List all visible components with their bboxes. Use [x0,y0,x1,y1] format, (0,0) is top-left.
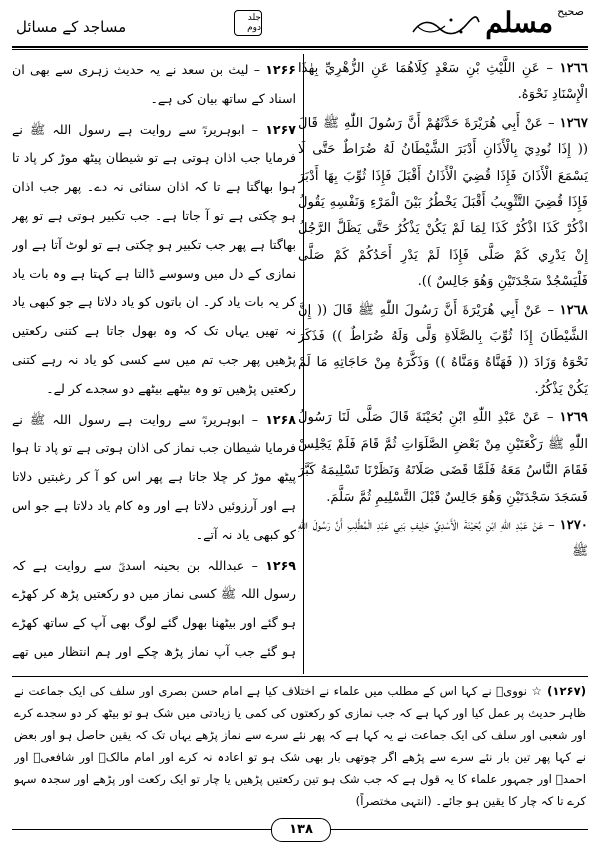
book-title: مسلم [485,6,554,39]
hadith-arabic: ١٢٦٧ – عَنْ أَبِي هُرَيْرَةَ حَدَّثَهُمْ أَنَّ رَسُولَ اللّٰهِ ﷺ قَالَ (( إِذَا نُودِيَ بِالْأَذَانِ أَدْبَرَ الشَّيْطَانُ لَهُ ضُرَاطٌ حَتَّى لَا يَسْمَعَ الْأَذَانَ فَإِذَا قُضِيَ الْأَذَانُ أَقْبَلَ فَإِذَا ثُوِّبَ بِهَا أَدْبَرَ فَإِذَا قُضِيَ التَّثْوِيبُ أَقْبَلَ يَخْطُرُ بَيْنَ الْمَرْءِ وَنَفْسِهِ يَقُولُ اذْكُرْ كَذَا اذْكُرْ كَذَا لِمَا لَمْ يَكُنْ يَذْكُرُ حَتَّى يَظَلَّ الرَّجُلُ إِنْ يَدْرِي كَمْ صَلَّى فَإِذَا لَمْ يَدْرِ أَحَدُكُمْ كَمْ صَلَّى فَلْيَسْجُدْ سَجْدَتَيْنِ وَهُوَ جَالِسٌ )). [298,115,588,290]
arabic-text-column [298,56,588,670]
footnote-rule [12,676,588,677]
footnote-tail: (انتہی مختصراً) [355,794,432,808]
hadith-number: ۱۲۶۹ [265,557,296,573]
header-rule-thin [12,49,588,50]
page-number: ۱۳۸ [271,818,331,842]
hadith-translation: لیث بن سعد نے یہ حدیث زہری سے بھی ان اسناد کے ساتھ بیان کی ہے۔ [12,62,296,106]
hadith-arabic: ١٢٧٠ – عَنْ عَبْدِ اللّٰهِ ابْنِ بُحَيْنَةَ الْأَسْدِيِّ حَلِيفِ بَنِي عَبْدِ الْمُطَّلِبِ أَنَّ رَسُولَ اللّٰهِ ﷺ [298,517,588,560]
hadith-text: عَنْ أَبِي هُرَيْرَةَ حَدَّثَهُمْ أَنَّ رَسُولَ اللّٰهِ ﷺ قَالَ (( إِذَا نُودِيَ بِالْأَذَانِ أَدْبَرَ الشَّيْطَانُ لَهُ ضُرَاطٌ حَتَّى لَا يَسْمَعَ الْأَذَانَ فَإِذَا قُضِيَ الْأَذَانُ أَقْبَلَ فَإِذَا ثُوِّبَ بِهَا أَدْبَرَ فَإِذَا قُضِيَ التَّثْوِيبُ أَقْبَلَ يَخْطُرُ بَيْنَ الْمَرْءِ وَنَفْسِهِ يَقُولُ اذْكُرْ كَذَا اذْكُرْ كَذَا لِمَا لَمْ يَكُنْ يَذْكُرُ حَتَّى يَظَلَّ الرَّجُلُ إِنْ يَدْرِي كَمْ صَلَّى فَإِذَا لَمْ يَدْرِ أَحَدُكُمْ كَمْ صَلَّى فَلْيَسْجُدْ سَجْدَتَيْنِ وَهُوَ جَالِسٌ )). [298,115,588,290]
header-rule [12,46,588,48]
hadith-number: ۱۲۶۸ [265,411,296,427]
hadith-translation: ابوہریرہؓ سے روایت ہے رسول اللہ ﷺ نے فرمایا شیطان جب نماز کی اذان ہوتی ہے تو پاد تا ہوا پیٹھ موڑ کر چلا جاتا ہے پھر اس کو آ کر رغبتیں دلاتا ہے اور آرزوئیں دلاتا ہے اور وہ کام یاد دلاتا ہے جو اس کو کبھی یاد نہ آتے۔ [12,411,296,542]
hadith-arabic: ١٢٦٦ – عَنِ اللَّيْثِ بْنِ سَعْدٍ كِلَاهُمَا عَنِ الزُّهْرِيِّ بِهٰذَا الْإِسْنَادِ نَحْوَهُ. [298,61,588,103]
hadith-arabic: ١٢٦٩ – عَنْ عَبْدِ اللّٰهِ ابْنِ بُحَيْنَةَ قَالَ صَلَّى لَنَا رَسُولُ اللّٰهِ ﷺ رَكْعَتَيْنِ مِنْ بَعْضِ الصَّلَوَاتِ ثُمَّ قَامَ فَلَمْ يَجْلِسْ فَقَامَ النَّاسُ مَعَهُ فَلَمَّا قَضَى صَلَاتَهُ وَنَظَرْنَا تَسْلِيمَهُ كَبَّرَ فَسَجَدَ سَجْدَتَيْنِ وَهُوَ جَالِسٌ قَبْلَ التَّسْلِيمِ ثُمَّ سَلَّمَ. [298,410,588,505]
hadith-number: ۱۲۶۷ [265,121,296,137]
urdu-translation-column [12,56,296,670]
hadith-text: عَنْ عَبْدِ اللّٰهِ ابْنِ بُحَيْنَةَ الْأَسْدِيِّ حَلِيفِ بَنِي عَبْدِ الْمُطَّلِبِ أَنَّ رَسُولَ اللّٰهِ ﷺ [298,517,588,560]
hadith-text: عَنِ اللَّيْثِ بْنِ سَعْدٍ كِلَاهُمَا عَنِ الزُّهْرِيِّ بِهٰذَا الْإِسْنَادِ نَحْوَهُ. [298,61,588,103]
chapter-title: مساجد کے مسائل [16,18,127,36]
hadith-number: ١٢٦٧ [559,115,588,131]
hadith-number: ١٢٦٨ [559,302,588,318]
hadith-arabic: ١٢٦٨ – عَنْ أَبِي هُرَيْرَةَ أَنَّ رَسُولَ اللّٰهِ ﷺ قَالَ (( إِنَّ الشَّيْطَانَ إِذَا ثُوِّبَ بِالصَّلَاةِ وَلَّى وَلَهُ ضُرَاطٌ )) فَذَكَرَ نَحْوَهُ وَزَادَ (( فَهَنَّاهُ وَمَنَّاهُ )) وَذَكَّرَهُ مِنْ حَاجَاتِهِ مَا لَمْ يَكُنْ يَذْكُرُ. [298,302,588,397]
hadith-text: عَنْ أَبِي هُرَيْرَةَ أَنَّ رَسُولَ اللّٰهِ ﷺ قَالَ (( إِنَّ الشَّيْطَانَ إِذَا ثُوِّبَ بِالصَّلَاةِ وَلَّى وَلَهُ ضُرَاطٌ )) فَذَكَرَ نَحْوَهُ وَزَادَ (( فَهَنَّاهُ وَمَنَّاهُ )) وَذَكَّرَهُ مِنْ حَاجَاتِهِ مَا لَمْ يَكُنْ يَذْكُرُ. [298,302,588,397]
column-divider [303,54,304,674]
hadith-translation: ابوہریرہؓ سے روایت ہے رسول اللہ ﷺ نے فرمایا جب اذان ہوتی ہے تو شیطان پیٹھ موڑ کر پاد تا ہوا بھاگتا ہے تا کہ اذان سنائی نہ دے۔ پھر جب اذان ہو چکتی ہے تو آ جاتا ہے۔ جب تکبیر ہوتی ہے تو پھر بھاگتا ہے پھر جب تکبیر ہو چکتی ہے تو لوٹ آتا ہے اور نمازی کے دل میں وسوسے ڈالتا ہے کہتا ہے وہ بات یاد کر یہ بات یاد کر۔ ان باتوں کو یاد دلاتا ہے جو کبھی یاد نہ تھیں یہاں تک کہ وہ بھول جاتا ہے کتنی رکعتیں پڑھیں پھر جب تم میں سے کسی کو یاد نہ رہے کتنی رکعتیں پڑھیں تو وہ بیٹھے بیٹھے دو سجدے کر لے۔ [12,121,296,396]
volume-badge: جلد دوم [234,10,262,36]
hadith-translation: عبداللہ بن بحینہ اسدیؓ سے روایت ہے کہ رسول اللہ ﷺ کسی نماز میں دو رکعتیں پڑھ کر کھڑے ہو گئے اور بیٹھنا بھول گئے لوگ بھی آپ کے ساتھ کھڑے ہو گئے جب آپ نماز پڑھ چکے اور ہم انتظار میں تھے [12,557,296,659]
hadith-text: عَنْ عَبْدِ اللّٰهِ ابْنِ بُحَيْنَةَ قَالَ صَلَّى لَنَا رَسُولُ اللّٰهِ ﷺ رَكْعَتَيْنِ مِنْ بَعْضِ الصَّلَوَاتِ ثُمَّ قَامَ فَلَمْ يَجْلِسْ فَقَامَ النَّاسُ مَعَهُ فَلَمَّا قَضَى صَلَاتَهُ وَنَظَرْنَا تَسْلِيمَهُ كَبَّرَ فَسَجَدَ سَجْدَتَيْنِ وَهُوَ جَالِسٌ قَبْلَ التَّسْلِيمِ ثُمَّ سَلَّمَ. [298,410,588,505]
hadith-urdu: ۱۲۶۸ – ابوہریرہؓ سے روایت ہے رسول اللہ ﷺ نے فرمایا شیطان جب نماز کی اذان ہوتی ہے تو پاد تا ہوا پیٹھ موڑ کر چلا جاتا ہے پھر اس کو آ کر رغبتیں دلاتا ہے اور آرزوئیں دلاتا ہے اور وہ کام یاد دلاتا ہے جو اس کو کبھی یاد نہ آتے۔ [12,411,296,542]
hadith-urdu: ۱۲۶۶ – لیث بن سعد نے یہ حدیث زہری سے بھی ان اسناد کے ساتھ بیان کی ہے۔ [12,62,296,106]
book-title-prefix: صحیح [557,5,584,18]
hadith-number: ١٢٦٦ [559,61,588,76]
page-header [12,6,588,44]
footnote-ref: (۱۲۶۷) [547,684,586,698]
hadith-urdu: ۱۲۶۹ – عبداللہ بن بحینہ اسدیؓ سے روایت ہے کہ رسول اللہ ﷺ کسی نماز میں دو رکعتیں پڑھ کر کھڑے ہو گئے اور بیٹھنا بھول گئے لوگ بھی آپ کے ساتھ کھڑے ہو گئے جب آپ نماز پڑھ چکے اور ہم انتظار میں تھے [12,552,296,670]
footnote [14,680,586,812]
hadith-urdu: ۱۲۶۷ – ابوہریرہؓ سے روایت ہے رسول اللہ ﷺ نے فرمایا جب اذان ہوتی ہے تو شیطان پیٹھ موڑ کر پاد تا ہوا بھاگتا ہے تا کہ اذان سنائی نہ دے۔ پھر جب اذان ہو چکتی ہے تو آ جاتا ہے۔ جب تکبیر ہوتی ہے تو پھر بھاگتا ہے پھر جب تکبیر ہو چکتی ہے تو لوٹ آتا ہے اور نمازی کے دل میں وسوسے ڈالتا ہے کہتا ہے وہ بات یاد کر یہ بات یاد کر۔ ان باتوں کو یاد دلاتا ہے جو کبھی یاد نہ تھیں یہاں تک کہ وہ بھول جاتا ہے کتنی رکعتیں پڑھیں پھر جب تم میں سے کسی کو یاد نہ رہے کتنی رکعتیں پڑھیں تو وہ بیٹھے بیٹھے دو سجدے کر لے۔ [12,121,296,396]
hadith-number: ١٢٧٠ [559,517,588,533]
hadith-number: ١٢٦٩ [559,410,588,426]
footnote-text: نوویؒ نے کہا اس کے مطلب میں علماء نے اختلاف کیا ہے امام حسن بصری اور سلف کی ایک جماعت نے ظاہر حدیث پر عمل کیا اور کہا ہے کہ جب نمازی کو رکعتوں کی کمی یا زیادتی میں شک ہو تو بیٹھ کر دو سجدے کرے اور شعبی اور سلف کی ایک جماعت نے یہ کہا ہے کہ پھر نئے سرے سے نماز پڑھے یہاں تک کہ یقین حاصل ہو اور بعض نے کہا پھر تین بار نئے سرے سے پڑھے اگر چوتھی بار بھی شک ہو تو اعادہ نہ کرے اور امام مالکؒ اور شافعیؒ اور احمدؒ اور جمہور علماء کا یہ قول ہے کہ جب شک ہو تین رکعتیں پڑھیں یا چار تو ایک رکعت اور پڑھے اور سجدہ سہو کرے تا کہ چار کا یقین ہو جائے۔ [14,684,586,808]
calligraphy-emblem-icon [411,14,481,38]
hadith-number: ۱۲۶۶ [265,62,296,77]
book-title-block [411,6,584,42]
star-icon: ☆ [531,684,543,698]
